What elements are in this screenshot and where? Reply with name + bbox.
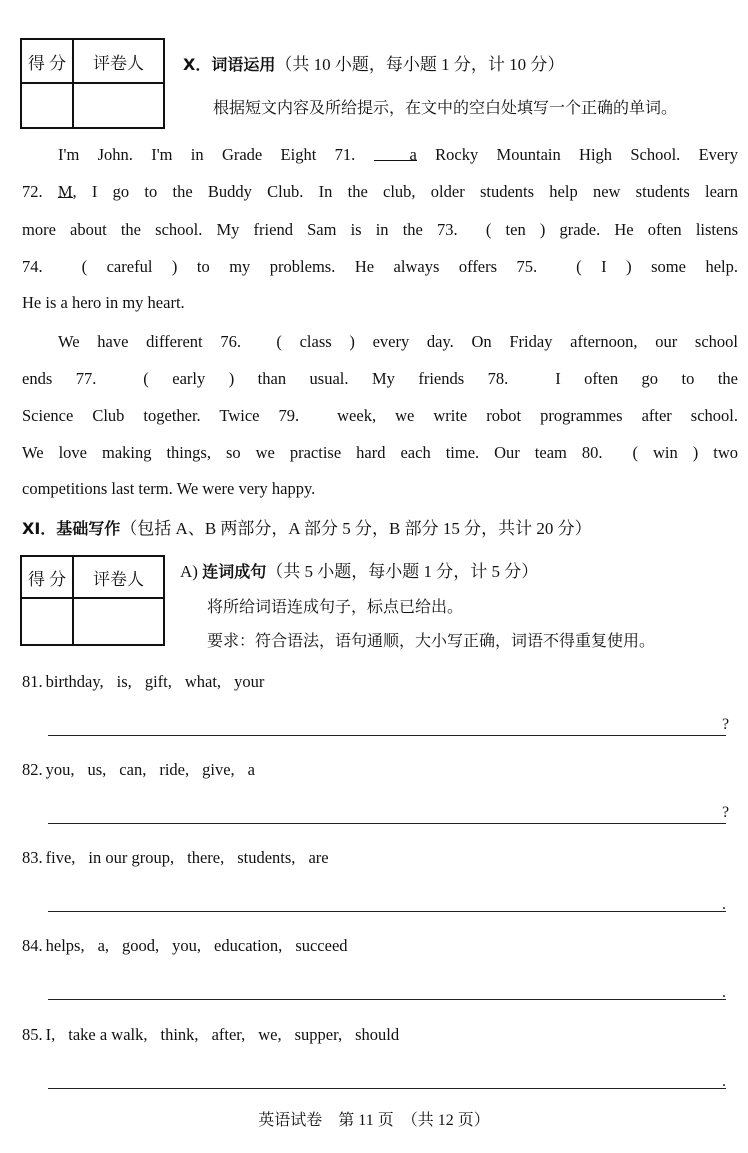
paragraph-1: [22, 144, 738, 329]
word-chip: think,: [160, 1025, 199, 1044]
blank-hint: a: [409, 145, 417, 164]
score-label: 得 分: [21, 556, 73, 598]
text-segment: Science Club together. Twice 79.: [22, 406, 319, 425]
paragraph-line: [22, 404, 738, 441]
question-number: 81.: [22, 672, 43, 691]
end-punctuation: ?: [722, 716, 730, 733]
word-chip: birthday,: [45, 672, 104, 691]
grader-label: 评卷人: [73, 556, 164, 598]
text-segment: ends 77.: [22, 369, 120, 388]
word-chip: what,: [184, 672, 222, 691]
fill-blank[interactable]: [374, 144, 417, 164]
text-segment: ( careful ) to my problems. He always offers 75.: [62, 257, 557, 276]
part-a-title: A) 连词成句（共 5 小题，每小题 1 分，计 5 分）: [180, 562, 539, 581]
question-84: [22, 936, 348, 956]
answer-line[interactable]: [48, 823, 726, 824]
word-chip: after,: [211, 1025, 246, 1044]
paragraph-line: [22, 292, 738, 329]
score-table-x: [20, 38, 165, 129]
word-chip: are: [308, 848, 329, 867]
word-chip: a,: [97, 936, 110, 955]
section-xi-title: XI．基础写作（包括 A、B 两部分，A 部分 5 分，B 部分 15 分，共计 20 分）: [22, 519, 592, 538]
word-chip: five,: [45, 848, 76, 867]
answer-line[interactable]: [48, 911, 726, 912]
text-segment: ( win ) two: [617, 443, 738, 462]
answer-line[interactable]: [48, 999, 726, 1000]
blank-hint: M: [57, 182, 73, 201]
grader-cell[interactable]: [73, 83, 164, 128]
word-chip: in our group,: [88, 848, 175, 867]
score-cell[interactable]: [21, 598, 73, 645]
score-table-xi: [20, 555, 165, 646]
score-cell[interactable]: [21, 83, 73, 128]
text-segment: more about the school. My friend Sam is in the 73.: [22, 220, 472, 239]
text-segment: ( early ) than usual. My friends 78.: [119, 369, 532, 388]
text-segment: We have different 76.: [58, 332, 259, 351]
text-segment: He is a hero in my heart.: [22, 293, 185, 312]
grader-cell[interactable]: [73, 598, 164, 645]
question-number: 84.: [22, 936, 43, 955]
question-82: [22, 760, 255, 780]
text-segment: ( class ) every day. On Friday afternoon, our school: [258, 332, 738, 351]
paragraph-line: [22, 255, 738, 292]
end-punctuation: .: [722, 896, 726, 913]
text-segment: 74.: [22, 257, 63, 276]
question-number: 82.: [22, 760, 43, 779]
text-segment: , I go to the Buddy Club. In the club, older students help new students learn: [72, 182, 738, 201]
word-chip: there,: [187, 848, 225, 867]
word-chip: a: [247, 760, 255, 779]
paragraph-line: [22, 181, 738, 218]
paragraph-line: [22, 330, 738, 367]
word-chip: students,: [237, 848, 296, 867]
fill-blank[interactable]: [57, 181, 73, 201]
paragraph-line: [22, 367, 738, 404]
text-segment: ( ten ) grade. He often listens: [471, 220, 738, 239]
word-chip: your: [234, 672, 265, 691]
word-chip: succeed: [295, 936, 348, 955]
paragraph-line: [22, 144, 738, 181]
word-chip: supper,: [294, 1025, 343, 1044]
word-chip: helps,: [45, 936, 85, 955]
answer-line[interactable]: [48, 735, 726, 736]
word-chip: ride,: [159, 760, 190, 779]
question-83: [22, 848, 329, 868]
end-punctuation: ?: [722, 804, 730, 821]
word-chip: is,: [116, 672, 132, 691]
word-chip: us,: [87, 760, 107, 779]
question-number: 83.: [22, 848, 43, 867]
word-chip: education,: [214, 936, 283, 955]
word-chip: good,: [122, 936, 160, 955]
text-segment: Rocky Mountain High School. Every: [416, 145, 738, 164]
text-segment: I often go to the: [531, 369, 738, 388]
question-85: [22, 1025, 399, 1045]
text-segment: We love making things, so we practise hard each time. Our team 80.: [22, 443, 618, 462]
word-chip: gift,: [144, 672, 172, 691]
text-segment: week, we write robot programmes after school.: [318, 406, 738, 425]
word-chip: take a walk,: [68, 1025, 148, 1044]
section-x-instruction: 根据短文内容及所给提示，在文中的空白处填写一个正确的单词。: [213, 100, 678, 117]
grader-label: 评卷人: [73, 39, 164, 83]
paragraph-line: [22, 218, 738, 255]
paragraph-2: [22, 330, 738, 515]
end-punctuation: .: [722, 984, 726, 1001]
part-a-instruction-2: 要求：符合语法，语句通顺，大小写正确，词语不得重复使用。: [207, 633, 656, 650]
word-chip: I,: [45, 1025, 56, 1044]
text-segment: I'm John. I'm in Grade Eight 71.: [58, 145, 374, 164]
text-segment: ( I ) some help.: [556, 257, 738, 276]
section-x-title: X．词语运用（共 10 小题，每小题 1 分，计 10 分）: [183, 55, 565, 74]
score-label: 得 分: [21, 39, 73, 83]
paragraph-line: [22, 441, 738, 478]
text-segment: 72.: [22, 182, 58, 201]
word-chip: can,: [119, 760, 147, 779]
part-a-instruction-1: 将所给词语连成句子，标点已给出。: [207, 599, 464, 616]
text-segment: competitions last term. We were very happy.: [22, 479, 316, 498]
question-81: [22, 672, 264, 692]
word-chip: you,: [45, 760, 75, 779]
page-footer: 英语试卷 第 11 页 （共 12 页）: [258, 1112, 490, 1129]
question-number: 85.: [22, 1025, 43, 1044]
word-chip: give,: [202, 760, 235, 779]
word-chip: we,: [258, 1025, 282, 1044]
word-chip: should: [355, 1025, 400, 1044]
paragraph-line: [22, 478, 738, 515]
answer-line[interactable]: [48, 1088, 726, 1089]
word-chip: you,: [172, 936, 202, 955]
end-punctuation: .: [722, 1073, 726, 1090]
